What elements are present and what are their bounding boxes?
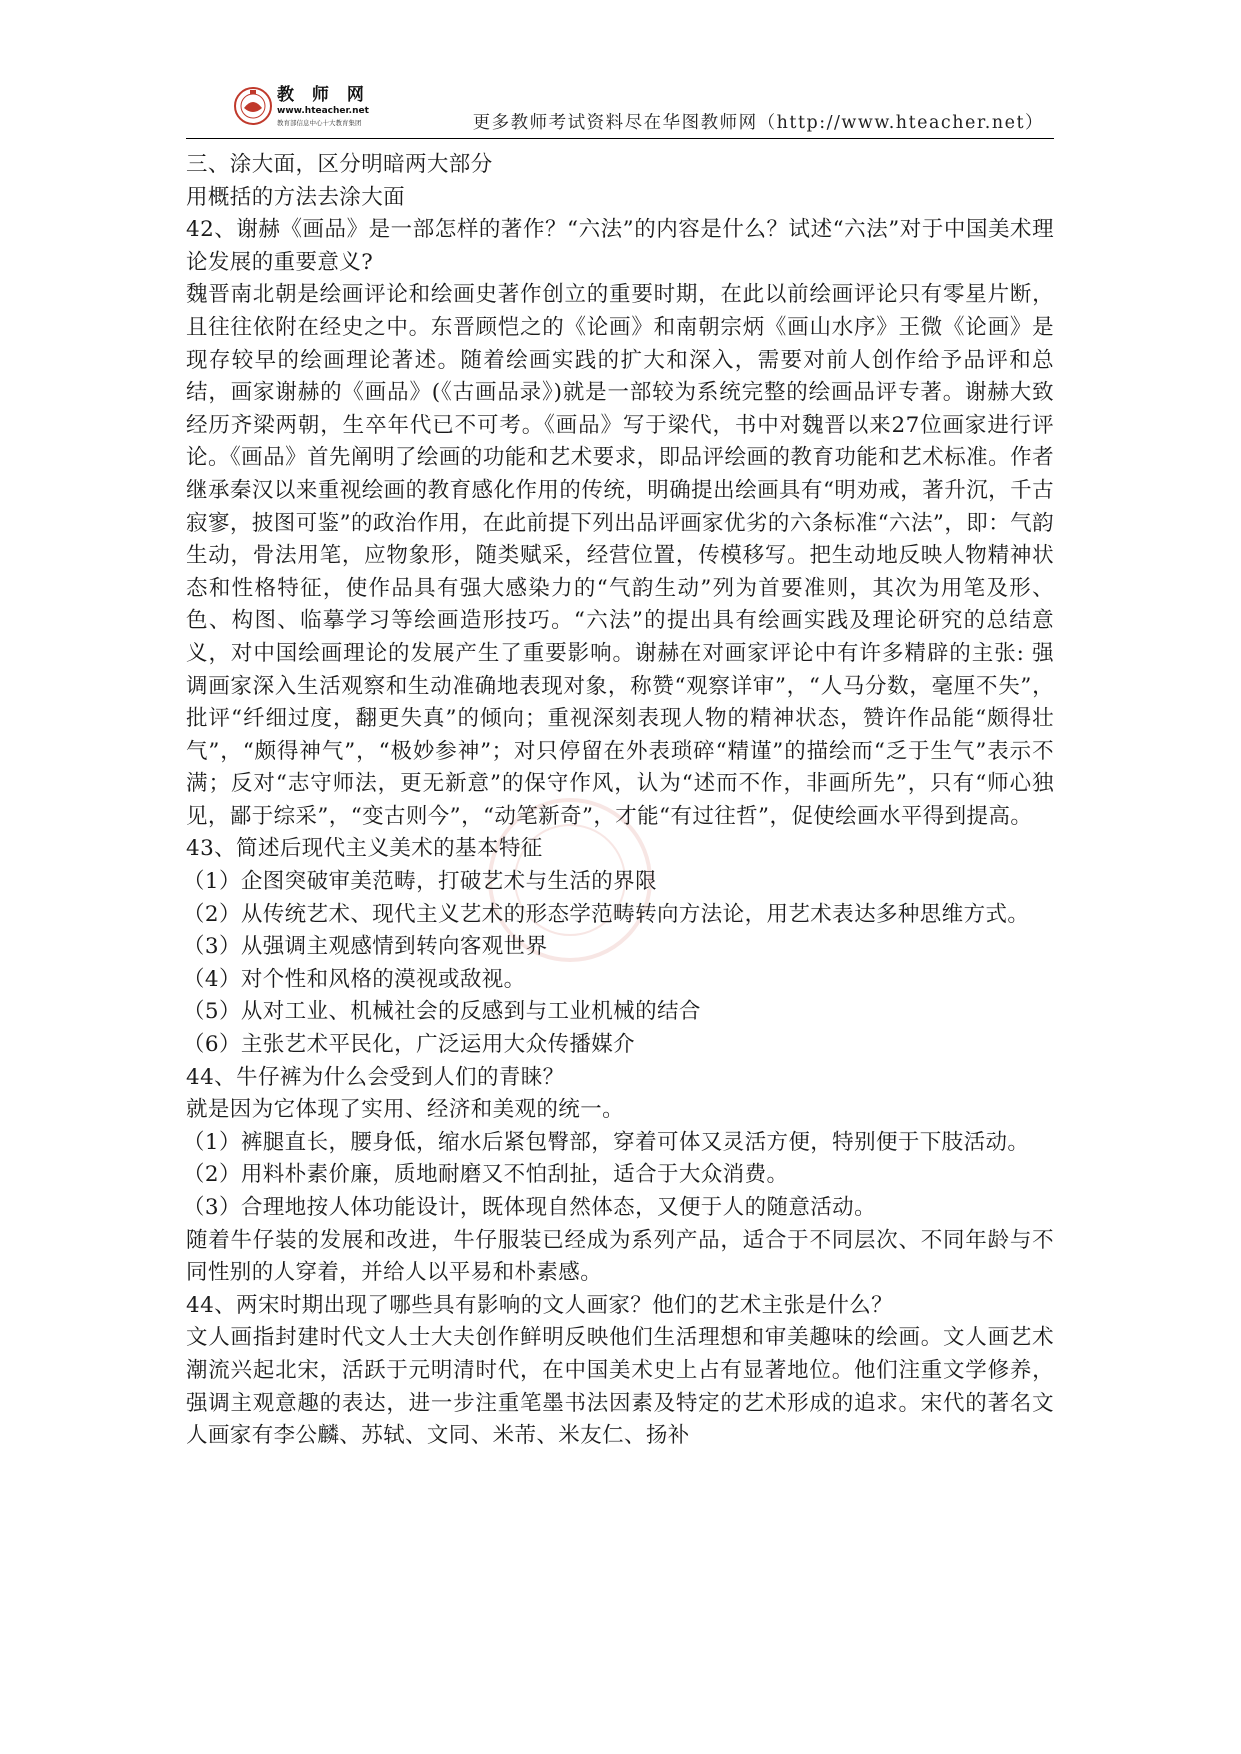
list-item: （5）从对工业、机械社会的反感到与工业机械的结合 — [183, 999, 701, 1025]
document-body — [183, 149, 1054, 1453]
question-heading: 44、两宋时期出现了哪些具有影响的文人画家？他们的艺术主张是什么？ — [186, 1292, 894, 1318]
answer-paragraph: 随着牛仔装的发展和改进，牛仔服装已经成为系列产品，适合于不同层次、不同年龄与不同性别的人穿着，并给人以平易和朴素感。 — [186, 1227, 1054, 1286]
header-divider — [186, 138, 1054, 139]
site-logo[interactable] — [233, 80, 383, 138]
list-item: （2）用料朴素价廉，质地耐磨又不怕刮扯，适合于大众消费。 — [183, 1162, 789, 1188]
list-item: （3）从强调主观感情到转向客观世界 — [183, 934, 548, 960]
header-tagline[interactable]: 更多教师考试资料尽在华图教师网（http://www.hteacher.net） — [472, 113, 1044, 133]
question-heading: 42、谢赫《画品》是一部怎样的著作？“六法”的内容是什么？试述“六法”对于中国美术理论发展的重要意义? — [186, 217, 1054, 275]
logo-name: 教 师 网 — [277, 85, 370, 105]
list-item: （3）合理地按人体功能设计，既体现自然体态，又便于人的随意活动。 — [183, 1195, 876, 1220]
logo-subtitle: 教育部信息中心十大教育集团 — [277, 119, 362, 127]
answer-paragraph: 文人画指封建时代文人士大夫创作鲜明反映他们生活理想和审美趣味的绘画。文人画艺术潮流兴起北宋，活跃于元明清时代，在中国美术史上占有显著地位。他们注重文学修养，强调主观意趣的表达，进一步注重笔墨书法因素及特定的艺术形成的追求。宋代的著名文人画家有李公麟、苏轼、文同、米芾、米友仁、扬补 — [186, 1325, 1054, 1449]
page-header — [186, 80, 1054, 138]
list-item: （1）裤腿直长，腰身低，缩水后紧包臀部，穿着可体又灵活方便，特别便于下肢活动。 — [183, 1129, 1030, 1155]
answer-paragraph: 就是因为它体现了实用、经济和美观的统一。 — [186, 1097, 625, 1123]
list-item: （2）从传统艺术、现代主义艺术的形态学范畴转向方法论，用艺术表达多种思维方式。 — [183, 901, 1030, 927]
seal-icon — [233, 86, 273, 126]
list-item: （4）对个性和风格的漠视或敌视。 — [183, 966, 526, 992]
paragraph: 用概括的方法去涂大面 — [186, 184, 406, 210]
list-item: （6）主张艺术平民化，广泛运用大众传播媒介 — [183, 1032, 636, 1058]
list-item: （1）企图突破审美范畴，打破艺术与生活的界限 — [183, 869, 657, 895]
question-heading: 43、简述后现代主义美术的基本特征 — [186, 836, 543, 862]
answer-paragraph: 魏晋南北朝是绘画评论和绘画史著作创立的重要时期，在此以前绘画评论只有零星片断，且往往依附在经史之中。东晋顾恺之的《论画》和南朝宗炳《画山水序》王微《论画》是现存较早的绘画理论著述。随着绘画实践的扩大和深入，需要对前人创作给予品评和总结，画家谢赫的《画品》(《古画品录》)就是一部较为系统完整的绘画品评专著。谢赫大致经历齐梁两朝，生卒年代已不可考。《画品》写于梁代，书中对魏晋以来27位画家进行评论。《画品》首先阐明了绘画的功能和艺术要求，即品评绘画的教育功能和艺术标准。作者继承秦汉以来重视绘画的教育感化作用的传统，明确提出绘画具有“明劝戒，著升沉，千古寂寥，披图可鉴”的政治作用，在此前提下列出品评画家优劣的六条标准“六法”，即：气韵生动，骨法用笔，应物象形，随类赋采，经营位置，传模移写。把生动地反映人物精神状态和性格特征，使作品具有强大感染力的“气韵生动”列为首要准则，其次为用笔及形、色、构图、临摹学习等绘画造形技巧。“六法”的提出具有绘画实践及理论研究的总结意义，对中国绘画理论的发展产生了重要影响。谢赫在对画家评论中有许多精辟的主张: 强调画家深入生活观察和生动准确地表现对象，称赞“观察详审”，“人马分数，毫厘不失”，批评“纤细过度，翻更失真”的倾向；重视深刻表现人物的精神状态，赞许作品能“颇得壮气”，“颇得神气”，“极妙参神”；对只停留在外表琐碎“精谨”的描绘而“乏于生气”表示不满；反对“志守师法，更无新意”的保守作风，认为“述而不作，非画所先”，只有“师心独见，鄙于综采”，“变古则今”，“动笔新奇”，才能“有过往哲”，促使绘画水平得到提高。 — [186, 282, 1054, 829]
section-heading: 三、涂大面，区分明暗两大部分 — [186, 152, 493, 177]
question-heading: 44、牛仔裤为什么会受到人们的青睐？ — [186, 1064, 565, 1090]
logo-url: www.hteacher.net — [277, 106, 369, 116]
